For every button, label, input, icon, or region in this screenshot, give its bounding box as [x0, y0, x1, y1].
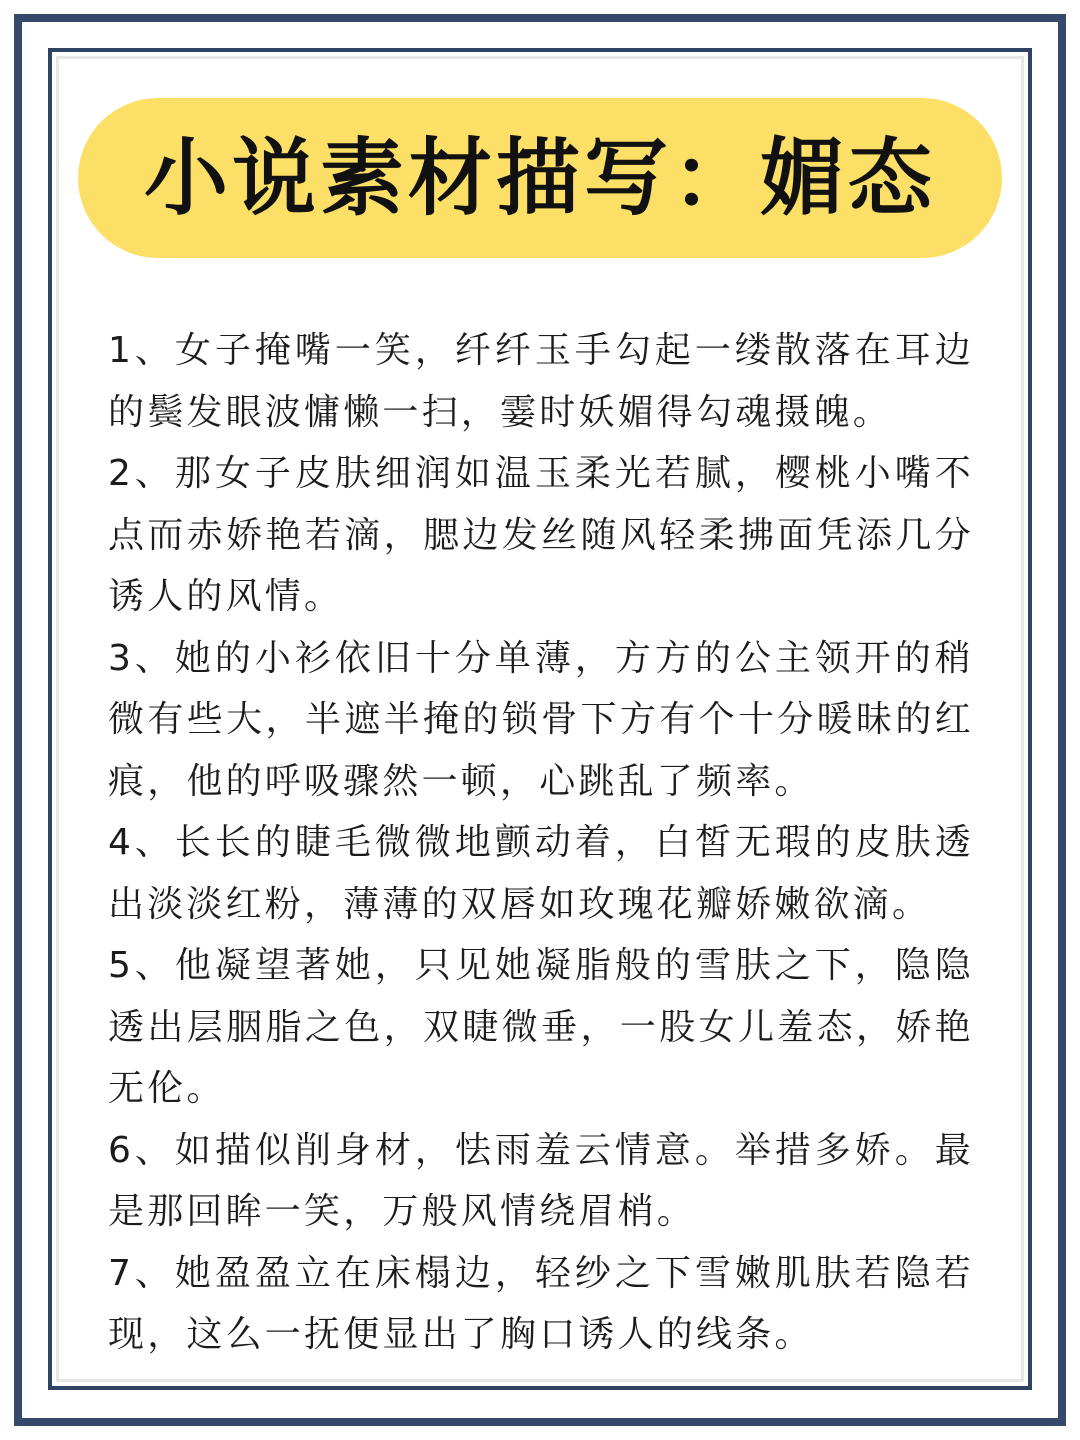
list-item: 2、那女子皮肤细润如温玉柔光若腻，樱桃小嘴不点而赤娇艳若滴，腮边发丝随风轻柔拂面凭添几分诱人的风情。 [108, 453, 974, 617]
list-item: 6、如描似削身材，怯雨羞云情意。举措多娇。最是那回眸一笑，万般风情绕眉梢。 [108, 1129, 974, 1232]
title-banner [78, 98, 1002, 258]
list-item: 7、她盈盈立在床榻边，轻纱之下雪嫩肌肤若隐若现，这么一抚便显出了胸口诱人的线条。 [108, 1252, 974, 1355]
list-item: 5、他凝望著她，只见她凝脂般的雪肤之下，隐隐透出层胭脂之色，双睫微垂，一股女儿羞态，娇艳无伦。 [108, 945, 974, 1109]
description-list [108, 320, 974, 1366]
list-item: 4、长长的睫毛微微地颤动着，白皙无瑕的皮肤透出淡淡红粉，薄薄的双唇如玫瑰花瓣娇嫩欲滴。 [108, 822, 974, 925]
list-item: 1、女子掩嘴一笑，纤纤玉手勾起一缕散落在耳边的鬓发眼波慵懒一扫，霎时妖媚得勾魂摄魄。 [108, 330, 974, 433]
page-title: 小说素材描写：媚态 [143, 129, 936, 227]
list-item: 3、她的小衫依旧十分单薄，方方的公主领开的稍微有些大，半遮半掩的锁骨下方有个十分暖昧的红痕，他的呼吸骤然一顿，心跳乱了频率。 [108, 637, 974, 802]
